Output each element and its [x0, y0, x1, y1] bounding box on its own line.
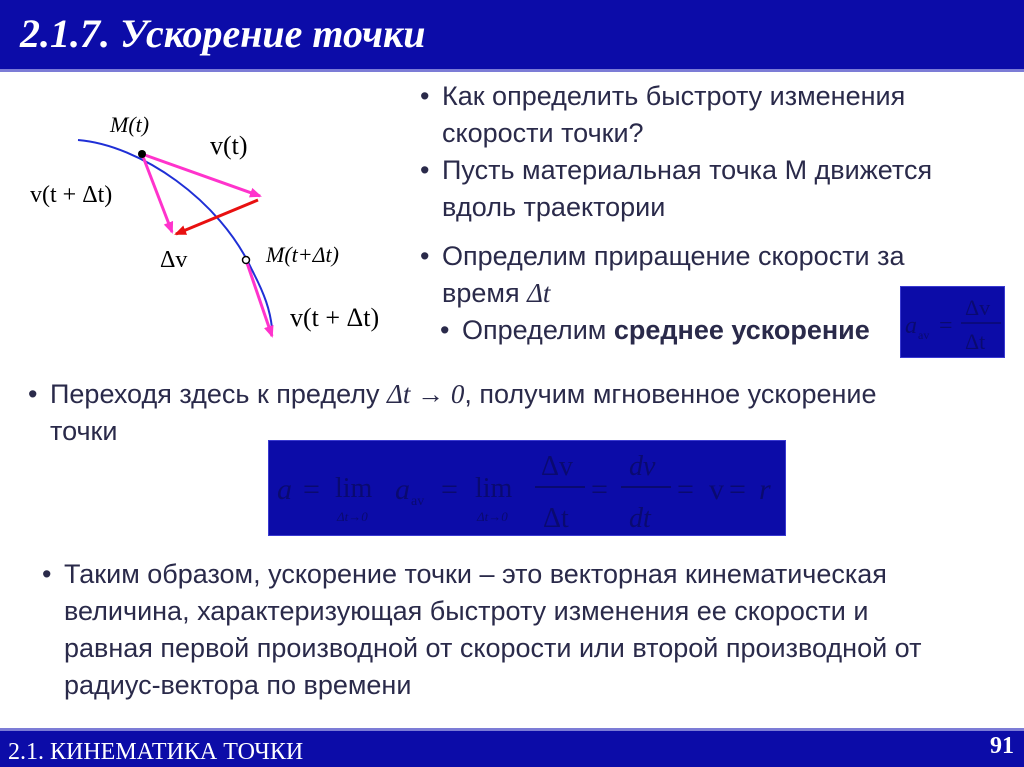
formula-average-sub: av	[918, 328, 930, 342]
bullet-limit-var: Δt → 0	[387, 379, 465, 409]
velocity-vector-tdt	[246, 260, 272, 336]
formula-vdot: v	[709, 473, 724, 506]
label-m-t: M(t)	[110, 112, 150, 137]
bullet-conclusion-line2: величина, характеризующая быстроту изменения ее скорости и	[64, 596, 869, 626]
formula-dt2: dt	[629, 503, 651, 534]
bullet-average-strong: среднее ускорение	[613, 315, 870, 345]
formula-lim1: lim	[335, 473, 373, 504]
label-delta-v: Δv	[160, 247, 188, 273]
bullet-limit-suffix: , получим мгновенное ускорение	[464, 379, 877, 409]
formula-a: a	[277, 473, 292, 506]
trajectory-diagram	[20, 100, 420, 350]
bullet-increment: • Определим приращение скорости за время Δt	[420, 241, 905, 308]
bullet-increment-var: Δt	[527, 278, 551, 308]
bullet-limit-line2: точки	[50, 416, 118, 446]
formula-dv: Δv	[541, 451, 574, 482]
formula-eq5: =	[729, 473, 746, 506]
slide-footer	[0, 728, 1024, 767]
bullet-conclusion-line4: радиус-вектора по времени	[64, 670, 412, 700]
formula-average-box	[900, 286, 1005, 358]
bullet-point-moves: • Пусть материальная точка М движется вдоль траектории	[420, 155, 933, 222]
bullet-conclusion: • Таким образом, ускорение точки – это векторная кинематическая величина, характеризующая быстроту изменения ее скорости и равная первой производной от скорости или второй производной от радиус-вектора по времени	[42, 559, 922, 700]
label-v-tdt-right: v(t + Δt)	[290, 303, 380, 332]
trajectory-curve	[78, 140, 272, 328]
formula-eq2: =	[441, 473, 458, 506]
formula-average	[901, 287, 1006, 359]
page-number: 91	[990, 733, 1014, 759]
formula-lim1-sub: Δt→0	[337, 509, 368, 524]
formula-eq4: =	[677, 473, 694, 506]
bullet-question: • Как определить быстроту изменения скорости точки?	[420, 81, 906, 148]
formula-instant	[269, 441, 787, 537]
footer-section: 2.1. КИНЕМАТИКА ТОЧКИ	[8, 739, 304, 765]
formula-average-num: Δv	[965, 295, 991, 320]
slide-header	[0, 0, 1024, 72]
formula-lim2-sub: Δt→0	[477, 509, 508, 524]
bullet-average-acceleration: • Определим среднее ускорение	[440, 315, 870, 345]
velocity-vector-t	[142, 154, 260, 196]
formula-aav-sub: av	[411, 494, 425, 509]
velocity-vector-shifted	[142, 154, 172, 232]
label-m-tdt: M(t+Δt)	[266, 242, 339, 267]
bullet-question-line2: скорости точки?	[442, 118, 644, 148]
formula-average-eq: =	[939, 313, 953, 339]
bullet-increment-line1: Определим приращение скорости за	[442, 241, 905, 271]
formula-average-lhs: a	[905, 313, 917, 339]
point-m-tdt	[243, 257, 250, 264]
bullet-point-moves-line2: вдоль траектории	[442, 192, 666, 222]
formula-dt: Δt	[543, 503, 569, 534]
bullet-limit: • Переходя здесь к пределу Δt → 0, получим мгновенное ускорение точки	[28, 379, 877, 446]
bullet-conclusion-line3: равная первой производной от скорости или второй производной от	[64, 633, 922, 663]
bullet-point-moves-line1: Пусть материальная точка М движется	[442, 155, 933, 185]
bullet-average-prefix: Определим	[462, 315, 614, 345]
formula-dv2: dv	[629, 451, 656, 482]
point-m-t	[138, 150, 146, 158]
bullet-increment-line2: время	[442, 278, 528, 308]
formula-eq1: =	[303, 473, 320, 506]
slide-title: 2.1.7. Ускорение точки	[20, 11, 426, 56]
formula-average-den: Δt	[965, 329, 986, 354]
label-v-t: v(t)	[210, 131, 248, 160]
formula-aav: a	[395, 473, 410, 506]
formula-eq3: =	[591, 473, 608, 506]
delta-velocity-vector	[176, 200, 258, 234]
bullet-limit-prefix: Переходя здесь к пределу	[50, 379, 387, 409]
bullet-question-line1: Как определить быстроту изменения	[442, 81, 906, 111]
formula-instant-box	[268, 440, 786, 536]
bullet-conclusion-line1: Таким образом, ускорение точки – это векторная кинематическая	[64, 559, 887, 589]
formula-lim2: lim	[475, 473, 513, 504]
formula-rddot: r	[759, 473, 771, 506]
label-v-tdt-left: v(t + Δt)	[30, 182, 113, 208]
